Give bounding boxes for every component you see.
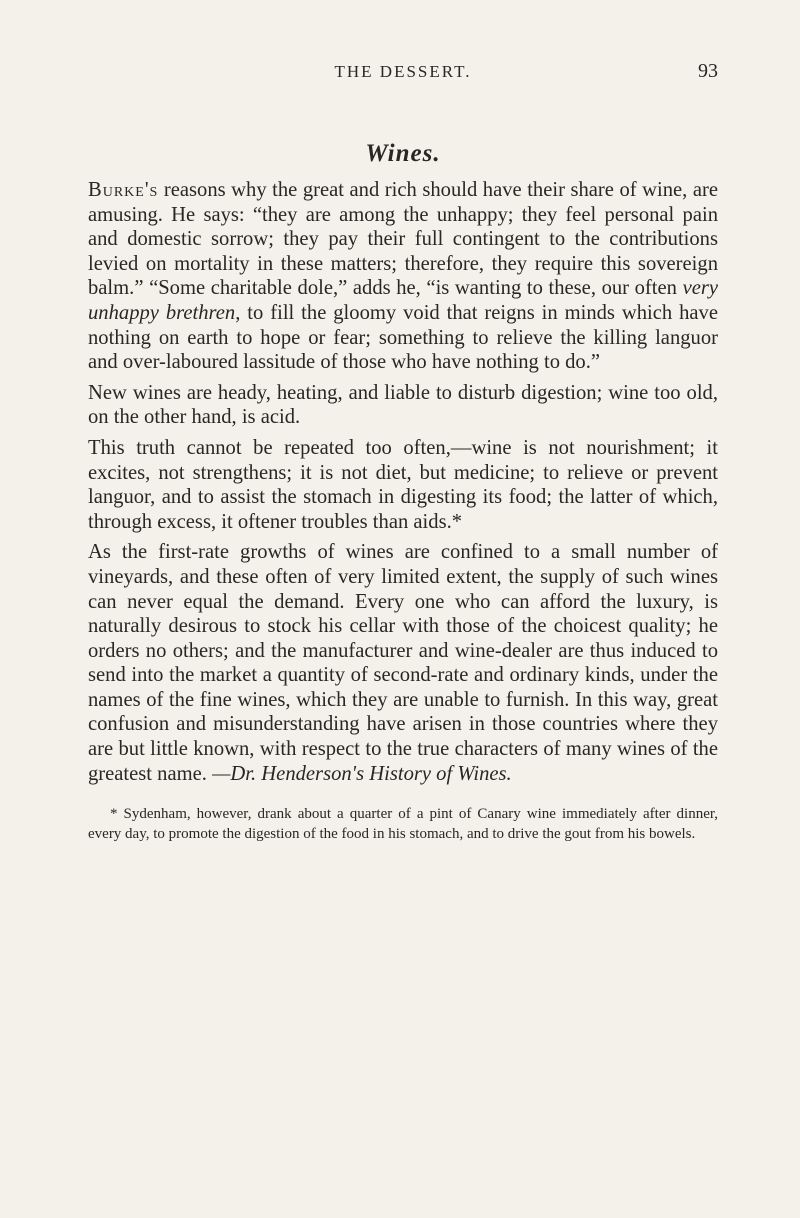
running-title: THE DESSERT.	[334, 62, 472, 81]
italic-phrase: very unhappy brethren	[88, 277, 718, 324]
running-head	[88, 58, 718, 88]
book-page	[88, 58, 718, 844]
paragraph-text: , to fill the gloomy void that reigns in minds which have nothing on earth to hope or fear; something to relieve the killing languor and over-laboured lassitude of those who have nothing to do.”	[88, 301, 718, 374]
paragraph-nourishment: This truth cannot be repeated too often,—wine is not nourishment; it excites, not strengthens; it is not diet, but medicine; to relieve or prevent languor, and to assist the stomach in digesting its food; the latter of which, through excess, it oftener troubles than aids.*	[88, 436, 718, 533]
page-number: 93	[698, 60, 718, 82]
paragraph-lead-word: Burke's	[88, 179, 159, 201]
citation: —Dr. Henderson's History of Wines.	[212, 762, 512, 785]
section-heading: Wines.	[365, 140, 441, 167]
paragraph-new-wines: New wines are heady, heating, and liable to disturb digestion; wine too old, on the other hand, is acid.	[88, 381, 718, 429]
paragraph-text: reasons why the great and rich should have their share of wine, are amusing. He says: “they are among the unhappy; they feel personal pain and domestic sorrow; they pay their full contingent to the contributions levied on mortality in these matters; therefore, they require this sovereign balm.” “Some charitable dole,” adds he, “is wanting to these, our often	[88, 179, 718, 300]
paragraph-burke	[88, 178, 718, 375]
paragraph-text: As the first-rate growths of wines are confined to a small number of vineyards, and these often of very limited extent, the supply of such wines can never equal the demand. Every one who can afford the luxury, is naturally desirous to stock his cellar with those of the choicest quality; he orders no others; and the manufacturer and wine-dealer are thus induced to send into the market a quantity of second-rate and ordinary kinds, under the names of the fine wines, which they are unable to furnish. In this way, great confusion and misunderstanding have arisen in those countries where they are but little known, with respect to the true characters of many wines of the greatest name.	[88, 541, 718, 785]
footnote: * Sydenham, however, drank about a quarter of a pint of Canary wine immediately after dinner, every day, to promote the digestion of the food in his stomach, and to drive the gout from his bowels.	[88, 806, 718, 843]
paragraph-growths	[88, 540, 718, 786]
